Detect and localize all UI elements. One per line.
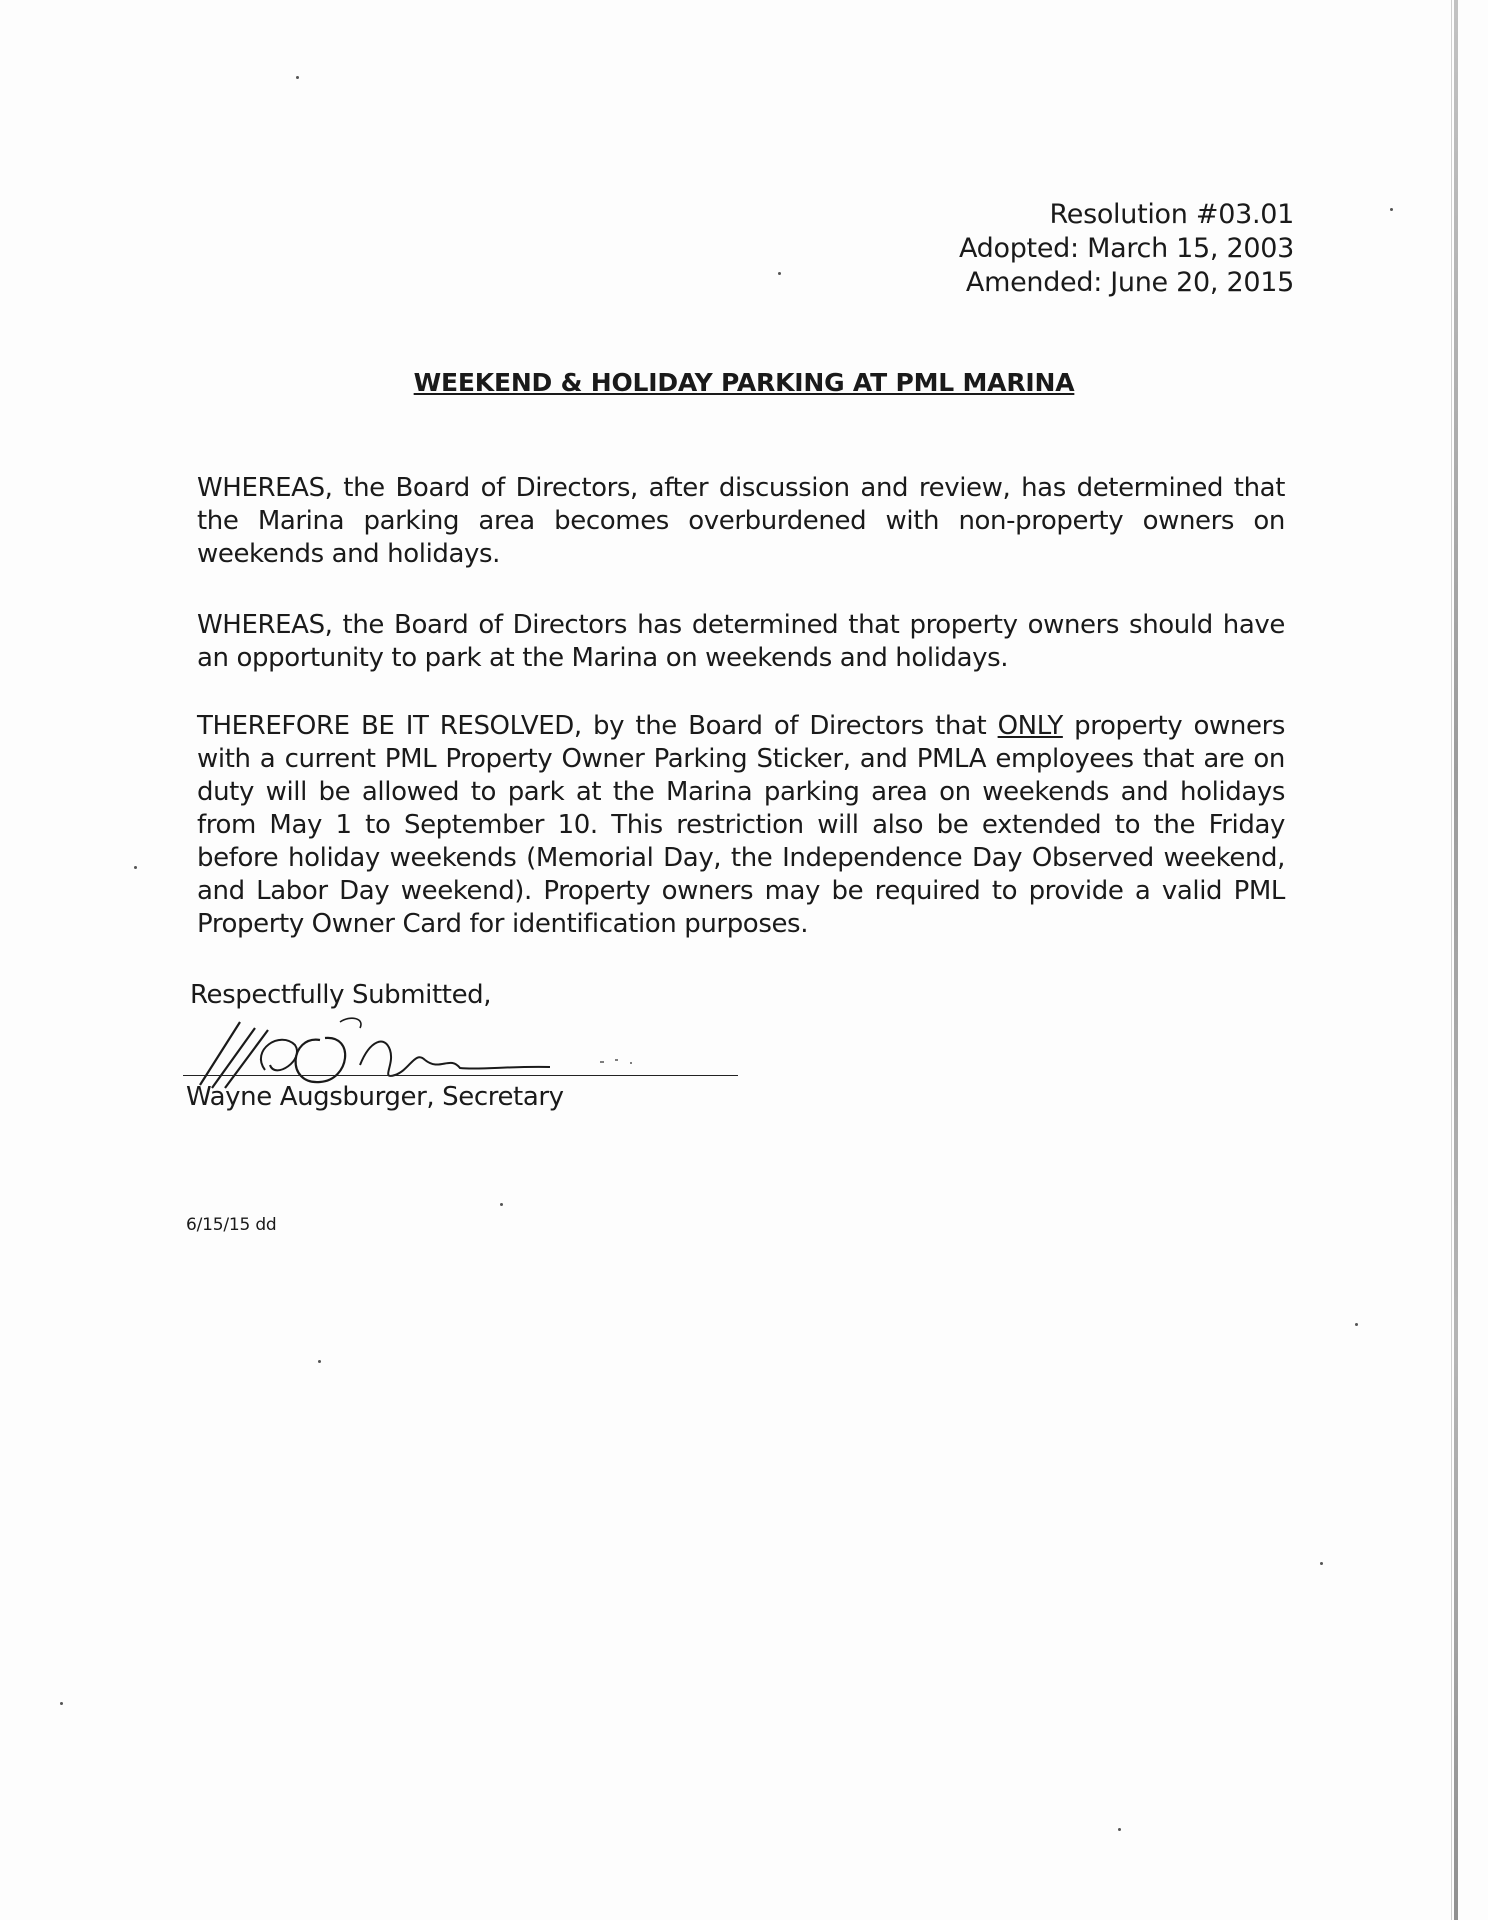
scan-speck	[778, 272, 781, 275]
signer-name-title: Wayne Augsburger, Secretary	[186, 1082, 564, 1112]
scan-edge-shadow	[1454, 0, 1458, 1920]
document-footer-code: 6/15/15 dd	[186, 1215, 277, 1235]
scan-speck	[318, 1360, 321, 1363]
resolution-number: Resolution #03.01	[1049, 199, 1294, 230]
adopted-date: Adopted: March 15, 2003	[958, 233, 1294, 264]
scan-speck	[500, 1203, 503, 1206]
resolution-header	[959, 198, 1294, 300]
scan-edge-line	[1451, 0, 1452, 1920]
scan-speck	[1355, 1323, 1358, 1326]
closing-salutation: Respectfully Submitted,	[190, 980, 492, 1010]
signature-line	[183, 1075, 738, 1076]
scan-speck	[1320, 1562, 1323, 1565]
resolved-emphasis-only: ONLY	[997, 711, 1063, 741]
whereas-paragraph-2: WHEREAS, the Board of Directors has determined that property owners should have an opportunity to park at the Marina on weekends and holidays.	[197, 610, 1285, 673]
scan-speck	[60, 1702, 63, 1705]
scan-speck	[296, 76, 299, 79]
resolved-text-end: property owners with a current PML Property Owner Parking Sticker, and PMLA employees that are on duty will be allowed to park at the Marina parking area on weekends and holidays from May 1 to September 10. This restriction will also be extended to the Friday before holiday weekends (Memorial Day, the Independence Day Observed weekend, and Labor Day weekend). Property owners may be required to provide a valid PML Property Owner Card for identification purposes.	[197, 711, 1286, 939]
resolved-paragraph	[197, 710, 1285, 941]
amended-date: Amended: June 20, 2015	[965, 267, 1294, 298]
scan-speck	[1118, 1828, 1121, 1831]
scan-speck	[134, 866, 137, 869]
whereas-paragraph-1: WHEREAS, the Board of Directors, after discussion and review, has determined that the Marina parking area becomes overburdened with non-property owners on weekends and holidays.	[197, 473, 1285, 569]
scan-speck	[1390, 208, 1393, 211]
document-title: WEEKEND & HOLIDAY PARKING AT PML MARINA	[413, 368, 1075, 397]
resolved-text-start: THEREFORE BE IT RESOLVED, by the Board of Directors that	[197, 711, 998, 741]
